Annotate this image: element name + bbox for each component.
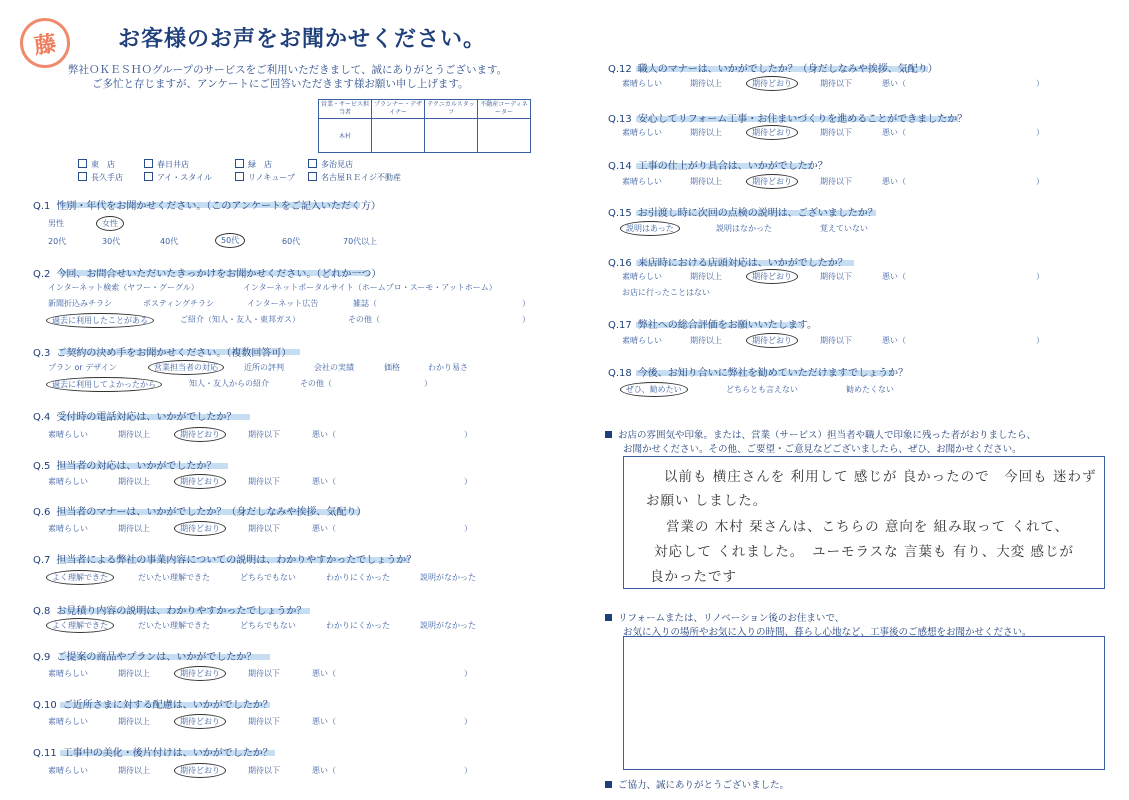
selected-answer[interactable]: 過去に利用してよかったから (46, 377, 162, 392)
store-checkbox[interactable]: 東 店 (78, 159, 115, 170)
comment-box-1[interactable] (623, 456, 1105, 589)
question-q7: Q.7 担当者による弊社の事業内容についての説明は、わかりやすかったでしょうか？ (33, 555, 417, 566)
staff-header-technical: テクニカルスタッフ (425, 100, 478, 119)
staff-value-sales[interactable]: 木村 (319, 119, 372, 153)
square-bullet-icon (605, 781, 612, 788)
question-q2: Q.2 今回、お問合せいただいたきっかけをお聞かせください。（どれか一つ） (33, 269, 382, 280)
staff-value-realestate[interactable] (478, 119, 531, 153)
thank-you-footer: ご協力、誠にありがとうございました。 (605, 777, 789, 791)
store-checkbox[interactable]: アイ・スタイル (144, 172, 212, 183)
store-checkbox-checked[interactable]: 春日井店 (144, 159, 189, 170)
staff-table (318, 99, 531, 153)
store-checkbox[interactable]: 緑 店 (235, 159, 272, 170)
staff-header-sales: 営業・サービス担当者 (319, 100, 372, 119)
question-q13: Q.13 安心してリフォーム工事・お住まいづくりを進めることができましたか？ (608, 114, 968, 125)
question-q15: Q.15 お引渡し時に次回の点検の説明は、ございましたか？ (608, 208, 878, 219)
page-title: お客様のお声をお聞かせください。 (118, 27, 487, 52)
question-q12: Q.12 職人のマナーは、いかがでしたか？（身だしなみや挨拶、気配り） (608, 64, 938, 75)
question-q6: Q.6 担当者のマナーは、いかがでしたか？（身だしなみや挨拶、気配り） (33, 507, 367, 518)
store-checkbox[interactable]: 多治見店 (308, 159, 353, 170)
square-bullet-icon (605, 614, 612, 621)
intro-line-2: ご多忙と存じますが、アンケートにご回答いただきます様お願い申し上げます。 (92, 78, 469, 90)
selected-answer[interactable]: 期待どおり (746, 333, 798, 348)
selected-answer[interactable]: よく理解できた (46, 618, 114, 633)
comment-prompt-1b: お聞かせください。その他、ご要望・ご意見などございましたら、ぜひ、お聞かせください。 (623, 444, 1022, 455)
company-seal: 藤 (17, 15, 73, 71)
staff-header-realestate: 不動産コーディネーター (478, 100, 531, 119)
handwritten-line: 営業の 木村 栞さんは、こちらの 意向を 組み取って くれて、 (666, 519, 1070, 535)
selected-answer[interactable]: 期待どおり (174, 427, 226, 442)
question-q18: Q.18 今後、お知り合いに弊社を勧めていただけますでしょうか？ (608, 368, 909, 379)
selected-answer[interactable]: 期待どおり (746, 174, 798, 189)
question-q14: Q.14 工事の仕上がり具合は、いかがでしたか？ (608, 161, 828, 172)
selected-answer[interactable]: 営業担当者の対応 (148, 360, 224, 375)
selected-answer[interactable]: 期待どおり (174, 521, 226, 536)
handwritten-line: お願い しました。 (646, 493, 768, 509)
question-q1: Q.1 性別・年代をお聞かせください。（このアンケートをご記入いただく方） (33, 201, 381, 212)
selected-answer[interactable]: 期待どおり (174, 666, 226, 681)
question-q11: Q.11 工事中の美化・後片付けは、いかがでしたか？ (33, 748, 273, 759)
selected-answer[interactable]: 50代 (215, 233, 245, 248)
selected-answer[interactable]: ぜひ、勧めたい (620, 382, 688, 397)
selected-answer[interactable]: 期待どおり (174, 714, 226, 729)
store-checkbox[interactable]: 長久手店 (78, 172, 123, 183)
question-q8: Q.8 お見積り内容の説明は、わかりやすかったでしょうか？ (33, 606, 307, 617)
selected-answer[interactable]: 説明はあった (620, 221, 680, 236)
handwritten-line: 良かったです (650, 569, 737, 585)
comment-box-2[interactable] (623, 636, 1105, 770)
comment-prompt-2b: お気に入りの場所やお気に入りの時間、暮らし心地など、工事後のご感想をお聞かせください。 (623, 627, 1032, 638)
staff-header-planner: プランナー・デザイナー (372, 100, 425, 119)
store-checkbox[interactable]: リノキューブ (235, 172, 295, 183)
selected-answer[interactable]: 過去に利用したことがある (46, 313, 154, 328)
comment-prompt-1: お店の雰囲気や印象。または、営業（サービス）担当者や職人で印象に残った者がおりましたら、 (605, 427, 1036, 441)
question-q4: Q.4 受付時の電話対応は、いかがでしたか？ (33, 412, 237, 423)
question-q10: Q.10 ご近所さまに対する配慮は、いかがでしたか？ (33, 700, 273, 711)
selected-answer[interactable]: 期待どおり (746, 76, 798, 91)
square-bullet-icon (605, 431, 612, 438)
selected-answer[interactable]: 期待どおり (174, 474, 226, 489)
selected-answer[interactable]: よく理解できた (46, 570, 114, 585)
question-q17: Q.17 弊社への総合評価をお願いいたします。 (608, 320, 817, 331)
intro-line-1: 弊社ＯＫＥＳＨＯグループのサービスをご利用いただきまして、誠にありがとうございます。 (68, 64, 508, 76)
handwritten-line: 以前も 横庄さんを 利用して 感じが 良かったので 今回も 迷わず (664, 469, 1097, 485)
question-q9: Q.9 ご提案の商品やプランは、いかがでしたか？ (33, 652, 257, 663)
question-q16: Q.16 来店時における店頭対応は、いかがでしたか？ (608, 258, 848, 269)
staff-value-technical[interactable] (425, 119, 478, 153)
handwritten-line: 対応して くれました。 ユーモラスな 言葉も 有り、大変 感じが (654, 544, 1075, 560)
selected-answer[interactable]: 期待どおり (174, 763, 226, 778)
question-q3: Q.3 ご契約の決め手をお聞かせください。（複数回答可） (33, 348, 292, 359)
selected-answer[interactable]: 期待どおり (746, 269, 798, 284)
question-q5: Q.5 担当者の対応は、いかがでしたか？ (33, 461, 217, 472)
staff-value-planner[interactable] (372, 119, 425, 153)
comment-prompt-2: リフォームまたは、リノベーション後のお住まいで、 (605, 610, 844, 624)
store-checkbox[interactable]: 名古屋ＲＥイジ不動産 (308, 172, 401, 183)
selected-answer[interactable]: 女性 (96, 216, 124, 231)
selected-answer[interactable]: 期待どおり (746, 125, 798, 140)
